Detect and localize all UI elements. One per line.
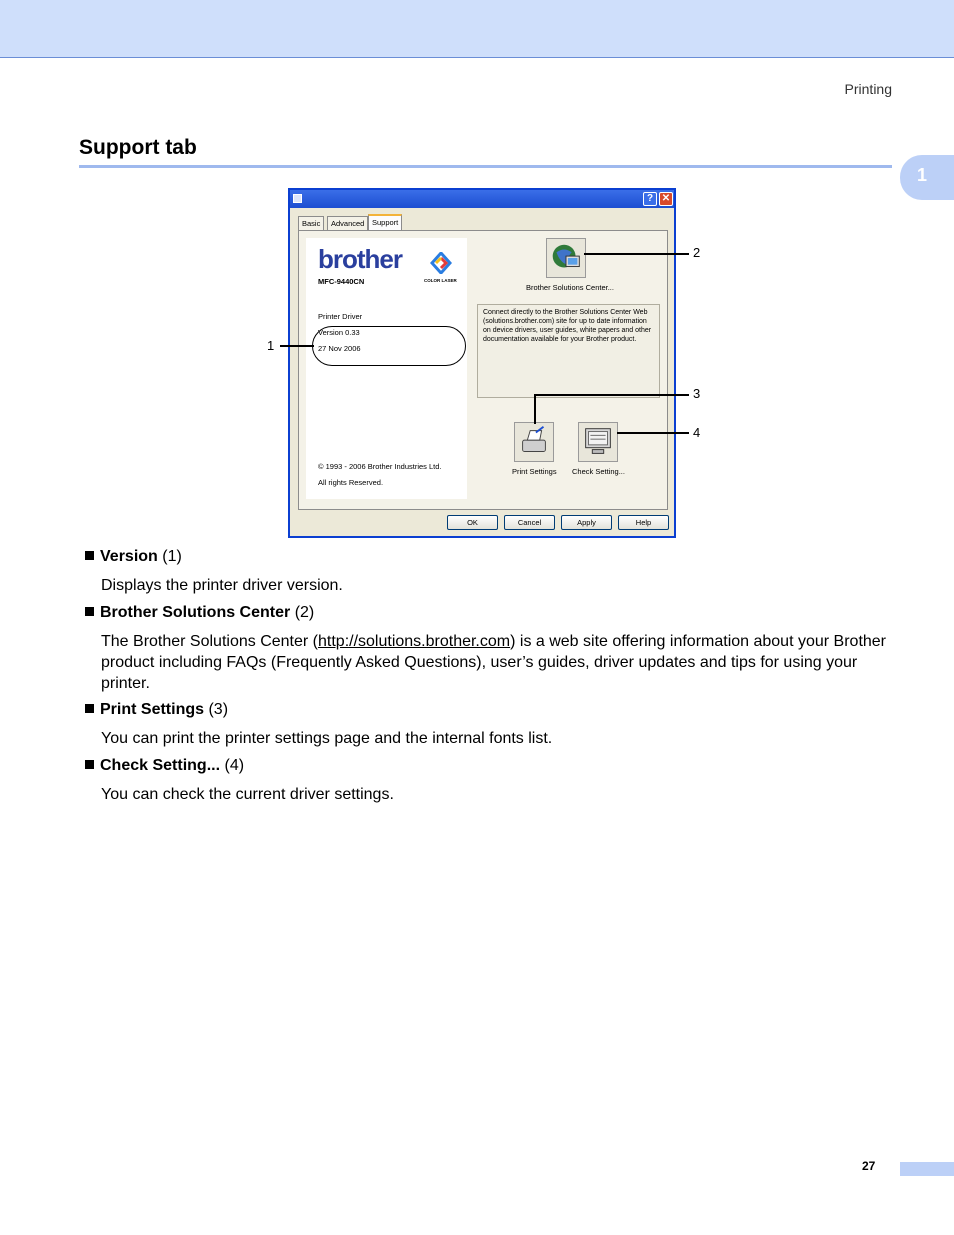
item-description: You can print the printer settings page and the internal fonts list. bbox=[101, 730, 553, 747]
item-name: Print Settings bbox=[100, 701, 205, 718]
printer-icon bbox=[515, 423, 553, 461]
item-description: Displays the printer driver version. bbox=[101, 577, 343, 594]
bullet-square-icon bbox=[85, 551, 94, 560]
brother-logo: brother bbox=[318, 244, 402, 274]
printer-app-icon bbox=[293, 194, 302, 203]
color-laser-logo-icon bbox=[430, 252, 452, 274]
callout-1-leader bbox=[280, 345, 314, 347]
item-bsc bbox=[85, 604, 314, 622]
page-bar bbox=[900, 1162, 954, 1176]
callout-1: 1 bbox=[267, 338, 275, 353]
driver-date: 27 Nov 2006 bbox=[318, 344, 361, 353]
cancel-button[interactable]: Cancel bbox=[504, 515, 555, 530]
solutions-link[interactable]: http://solutions.brother.com bbox=[318, 633, 511, 650]
tab-advanced[interactable]: Advanced bbox=[327, 216, 368, 230]
check-setting-label: Check Setting... bbox=[572, 467, 625, 476]
brand-box bbox=[306, 238, 467, 499]
monitor-icon bbox=[579, 423, 617, 461]
color-laser-label: COLOR LASER bbox=[424, 278, 457, 283]
section-title: Support tab bbox=[79, 136, 197, 159]
check-setting-button[interactable] bbox=[578, 422, 618, 462]
copyright-text: © 1993 - 2006 Brother Industries Ltd. bbox=[318, 462, 442, 471]
printer-driver-label: Printer Driver bbox=[318, 312, 363, 321]
item-name: Check Setting... bbox=[100, 757, 221, 774]
item-ref: (2) bbox=[294, 604, 315, 621]
driver-version: Version 0.33 bbox=[318, 328, 360, 337]
rights-text: All rights Reserved. bbox=[318, 478, 384, 487]
print-settings-label: Print Settings bbox=[512, 467, 557, 476]
chapter-tab bbox=[900, 155, 954, 200]
globe-icon bbox=[547, 239, 585, 277]
bsc-label: Brother Solutions Center... bbox=[526, 283, 614, 292]
close-icon[interactable]: ✕ bbox=[659, 192, 673, 206]
top-band bbox=[0, 0, 954, 58]
page-number: 27 bbox=[862, 1159, 876, 1173]
tab-basic[interactable]: Basic bbox=[298, 216, 324, 230]
bullet-square-icon bbox=[85, 760, 94, 769]
item-ref: (1) bbox=[162, 548, 182, 565]
title-rule bbox=[79, 165, 892, 168]
item-name: Version bbox=[100, 548, 158, 565]
help-button[interactable]: Help bbox=[618, 515, 669, 530]
callout-2-leader bbox=[584, 253, 689, 255]
callout-3-leader-vertical bbox=[534, 394, 536, 424]
item-ref: (3) bbox=[208, 701, 229, 718]
print-settings-button[interactable] bbox=[514, 422, 554, 462]
bullet-square-icon bbox=[85, 704, 94, 713]
item-description: You can check the current driver settings. bbox=[101, 786, 394, 803]
version-callout-ring bbox=[312, 326, 466, 366]
chapter-number: 1 bbox=[917, 165, 928, 185]
item-description: The Brother Solutions Center (http://solutions.brother.com) is a web site offering information about your Brother product including FAQs (Frequently Asked Questions), user’s guides, driver updates and tips for using your printer. bbox=[101, 633, 887, 692]
model-name: MFC-9440CN bbox=[318, 277, 365, 286]
callout-3: 3 bbox=[693, 386, 701, 401]
callout-3-leader bbox=[534, 394, 689, 396]
item-version bbox=[85, 548, 182, 566]
brother-solutions-center-button[interactable] bbox=[546, 238, 586, 278]
item-check-setting bbox=[85, 757, 244, 775]
info-box: Connect directly to the Brother Solutions Center Web (solutions.brother.com) site for up to date information on device drivers, user guides, white papers and other documentation available for your Brother product. bbox=[477, 304, 660, 398]
apply-button[interactable]: Apply bbox=[561, 515, 612, 530]
callout-2: 2 bbox=[693, 245, 701, 260]
item-print-settings bbox=[85, 701, 228, 719]
running-header: Printing bbox=[844, 81, 892, 97]
tab-support[interactable]: Support bbox=[368, 214, 402, 231]
item-ref: (4) bbox=[224, 757, 245, 774]
window-titlebar bbox=[290, 190, 674, 208]
callout-4-leader bbox=[617, 432, 689, 434]
help-icon[interactable]: ? bbox=[643, 192, 657, 206]
callout-4: 4 bbox=[693, 425, 701, 440]
bullet-square-icon bbox=[85, 607, 94, 616]
item-name: Brother Solutions Center bbox=[100, 604, 291, 621]
ok-button[interactable]: OK bbox=[447, 515, 498, 530]
